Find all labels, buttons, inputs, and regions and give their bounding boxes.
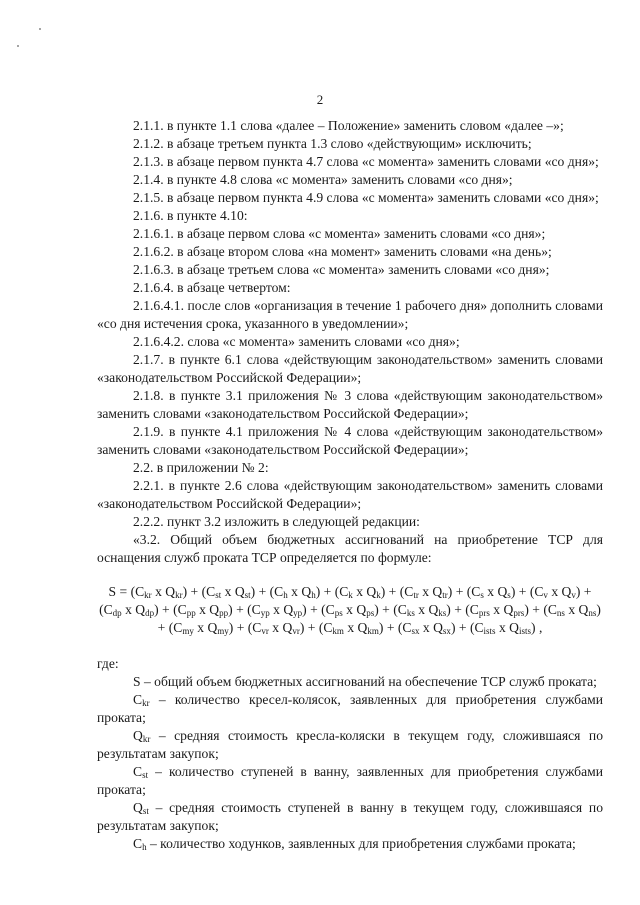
formula-term: + ($C_{st}$ х $Q_{st}$) xyxy=(190,584,256,600)
formula xyxy=(97,583,603,637)
amendment-paragraph: 2.2.2. пункт 3.2 изложить в следующей редакции: xyxy=(133,514,420,529)
definition-item xyxy=(97,835,603,853)
formula-term: + ($C_{ists}$ х $Q_{ists}$) xyxy=(458,620,536,636)
definition-item xyxy=(97,691,603,727)
amendment-paragraph: 2.1.8. в пункте 3.1 приложения № 3 слова «действующим законодательством» заменить словами «законодательством Российской Федерации»; xyxy=(97,388,603,421)
amendment-paragraph: 2.1.6.3. в абзаце третьем слова «с момента» заменить словами «со дня»; xyxy=(133,262,550,277)
definition-symbol: $Q_{kr}$ xyxy=(133,728,151,744)
definition-text: – средняя стоимость ступеней в ванну в текущем году, сложившаяся по результатам закупок; xyxy=(97,800,603,833)
formula-term: + ($C_{km}$ х $Q_{km}$) xyxy=(307,620,384,636)
definition-item xyxy=(97,799,603,835)
formula-term: + ($C_{yp}$ х $Q_{yp}$) xyxy=(236,602,307,618)
amendment-paragraph: 2.1.9. в пункте 4.1 приложения № 4 слова «действующим законодательством» заменить словами «законодательством Российской Федерации»; xyxy=(97,424,603,457)
definition-item xyxy=(97,727,603,763)
definition-symbol: S xyxy=(133,674,141,689)
definition-symbol: $Q_{st}$ xyxy=(133,800,149,816)
scan-speck xyxy=(17,45,19,47)
amendment-paragraph: 2.2. в приложении № 2: xyxy=(133,460,269,475)
formula-term: + ($C_{ks}$ х $Q_{ks}$) xyxy=(382,602,451,618)
formula-term: + ($C_h$ х $Q_h$) xyxy=(258,584,321,600)
definition-text: – общий объем бюджетных ассигнований на обеспечение ТСР служб проката; xyxy=(140,674,597,689)
formula-term: + ($C_{my}$ х $Q_{my}$) xyxy=(157,620,234,636)
amendment-paragraph: 2.1.6.4.1. после слов «организация в течение 1 рабочего дня» дополнить словами «со дня истечения срока, указанного в уведомлении»; xyxy=(97,298,603,331)
definition-symbol: $С_{kr}$ xyxy=(133,692,150,708)
definition-list xyxy=(97,673,603,853)
formula-term: + ($C_{vr}$ х $Q_{vr}$) xyxy=(236,620,305,636)
document-body xyxy=(97,117,603,853)
amendment-paragraph: 2.1.6.1. в абзаце первом слова «с момента» заменить словами «со дня»; xyxy=(133,226,546,241)
amendment-paragraph: 2.1.2. в абзаце третьем пункта 1.3 слово «действующим» исключить; xyxy=(133,136,532,151)
formula-term: + ($C_{ps}$ х $Q_{ps}$) xyxy=(310,602,379,618)
amendment-paragraph: «3.2. Общий объем бюджетных ассигнований на приобретение ТСР для оснащения служб проката ТСР определяется по формуле: xyxy=(97,532,603,565)
page-number: 2 xyxy=(316,92,324,107)
formula-term: + ($C_{prs}$ х $Q_{prs}$) xyxy=(454,602,529,618)
amendment-paragraph: 2.1.1. в пункте 1.1 слова «далее – Положение» заменить словом «далее –»; xyxy=(133,118,564,133)
definition-text: – средняя стоимость кресла-коляски в текущем году, сложившаяся по результатам закупок; xyxy=(97,728,603,761)
formula-term: ($C_{kr}$ х $Q_{kr}$) xyxy=(130,584,188,600)
scan-speck xyxy=(39,28,41,30)
formula-end: , xyxy=(538,620,543,635)
amendment-list xyxy=(97,117,603,567)
definition-item xyxy=(97,763,603,799)
amendment-paragraph: 2.2.1. в пункте 2.6 слова «действующим законодательством» заменить словами «законодательством Российской Федерации»; xyxy=(97,478,603,511)
formula-term: + ($C_{dp}$ х $Q_{dp}$) xyxy=(99,584,592,618)
amendment-paragraph: 2.1.6.4.2. слова «с момента» заменить словами «со дня»; xyxy=(133,334,460,349)
amendment-paragraph: 2.1.6.4. в абзаце четвертом: xyxy=(133,280,291,295)
definition-item xyxy=(97,673,603,691)
amendment-paragraph: 2.1.7. в пункте 6.1 слова «действующим законодательством» заменить словами «законодательством Российской Федерации»; xyxy=(97,352,603,385)
formula-term: + ($C_{tr}$ х $Q_{tr}$) xyxy=(388,584,453,600)
definition-text: – количество ходунков, заявленных для приобретения службами проката; xyxy=(146,836,576,851)
amendment-paragraph: 2.1.6. в пункте 4.10: xyxy=(133,208,248,223)
amendment-paragraph: 2.1.3. в абзаце первом пункта 4.7 слова «с момента» заменить словами «со дня»; xyxy=(133,154,599,169)
formula-term: + ($C_v$ х $Q_v$) xyxy=(518,584,581,600)
formula-term: + ($C_{pp}$ х $Q_{pp}$) xyxy=(162,602,233,618)
formula-term: + ($C_s$ х $Q_s$) xyxy=(455,584,516,600)
definition-text: – количество кресел-колясок, заявленных для приобретения службами проката; xyxy=(97,692,603,725)
amendment-paragraph: 2.1.6.2. в абзаце втором слова «на момент» заменить словами «на день»; xyxy=(133,244,552,259)
definition-symbol: $C_h$ xyxy=(133,836,147,852)
formula-term: + ($C_{ns}$ х $Q_{ns}$) xyxy=(532,602,601,618)
formula-term: + ($C_{sx}$ х $Q_{sx}$) xyxy=(386,620,456,636)
formula-lhs: S = xyxy=(108,584,131,599)
where-label: где: xyxy=(97,656,119,671)
formula-term: + ($C_k$ х $Q_k$) xyxy=(323,584,386,600)
amendment-paragraph: 2.1.5. в абзаце первом пункта 4.9 слова «с момента» заменить словами «со дня»; xyxy=(133,190,599,205)
definition-text: – количество ступеней в ванну, заявленных для приобретения службами проката; xyxy=(97,764,603,797)
definition-symbol: $C_{st}$ xyxy=(133,764,149,780)
amendment-paragraph: 2.1.4. в пункте 4.8 слова «с момента» заменить словами «со дня»; xyxy=(133,172,513,187)
